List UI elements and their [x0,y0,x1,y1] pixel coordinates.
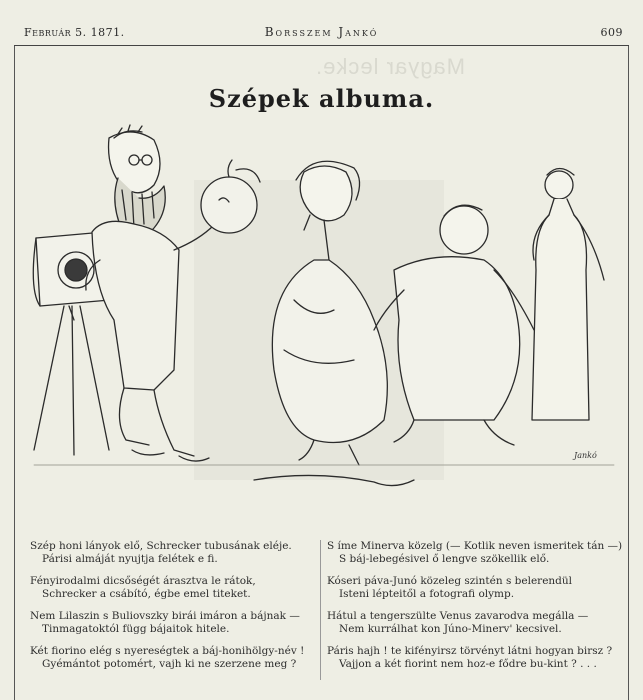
poem-right-column [327,540,627,680]
stanza [327,575,627,600]
cartoon-title: Szépek albuma. [208,84,435,113]
header-rule [14,45,629,46]
bleed-through-text: Magyar lecke. [315,54,465,79]
stanza [327,610,627,635]
poem-left-column [30,540,320,680]
verse-line: Schrecker a csábító, égbe emel titeket. [42,587,251,600]
verse-line: Szép honi lányok elő, Schrecker tubusának eléje. [30,540,292,552]
page-number: 609 [600,26,623,39]
verse-line: Párisi almáját nyujtja felétek e fi. [42,552,218,565]
verse-line: Hátul a tengerszülte Venus zavarodva megálla — [327,610,589,622]
apple-icon [201,160,260,233]
verse-line: Tinmagatoktól függ bájaitok hitele. [42,622,230,635]
stanza [30,575,320,600]
verse-line: S íme Minerva közelg (— Kotlik neven ismeritek tán —) [327,540,623,552]
stanza [327,645,627,670]
column-divider [320,540,321,680]
stanza [327,540,627,565]
verse-line: Isteni lépteitől a fotografi olymp. [339,587,515,600]
masthead: Borsszem Jankó [264,25,379,39]
verse-line: Fényirodalmi dicsőségét árasztva le rátok, [30,575,256,587]
verse-line: Gyémántot potomért, vajh ki ne szerzene meg ? [42,657,297,670]
stanza [30,540,320,565]
verse-line: Kóseri páva-Junó közeleg szintén s belerendül [327,575,573,587]
issue-date: Február 5. 1871. [24,26,125,39]
stanza [30,610,320,635]
artist-signature: Jankó [574,451,597,460]
verse-line: Nem kurrálhat kon Júno-Minerv' kecsivel. [339,622,562,635]
venus-figure [532,169,604,421]
verse-line: Páris hajh ! te kifényirsz törvényt látni hogyan birsz ? [327,645,613,657]
page-header [14,24,629,42]
cartoon-illustration [14,120,629,520]
stanza [30,645,320,670]
verse-line: Vajjon a két fiorint nem hoz-e fődre bu-kint ? . . . [339,657,597,670]
verse-line: Két fiorino elég s nyereségtek a báj-honihölgy-név ! [30,645,305,657]
verse-line: Nem Lilaszin s Buliovszky birái imáron a bájnak — [30,610,300,622]
verse-line: S báj-lebegésivel ő lengve szökellik elő. [339,552,550,565]
